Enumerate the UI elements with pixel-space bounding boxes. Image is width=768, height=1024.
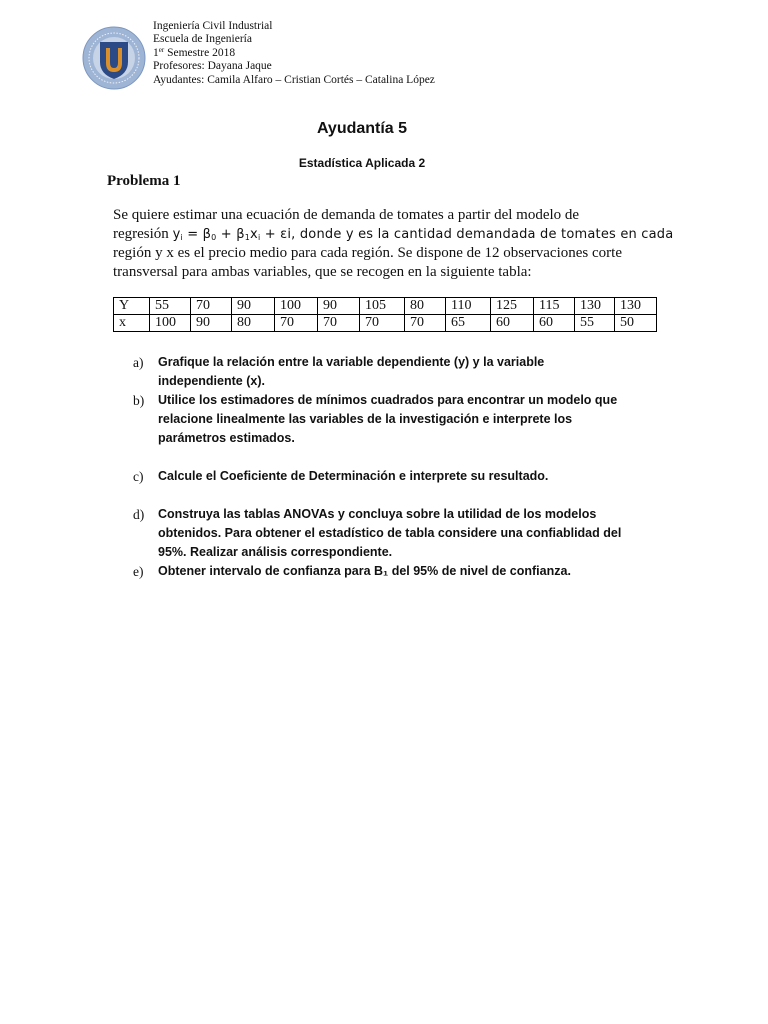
question-letter: b) — [133, 393, 145, 408]
header-school: Escuela de Ingeniería — [153, 33, 252, 46]
table-cell: 130 — [615, 298, 657, 315]
table-cell: 110 — [446, 298, 491, 315]
question-item — [133, 562, 653, 581]
table-cell: 100 — [275, 298, 318, 315]
table-cell: 55 — [575, 315, 615, 332]
question-letter: d) — [133, 507, 145, 522]
table-cell: 90 — [318, 298, 360, 315]
regression-formula: $y_i = \beta_0 + \beta_1x_i + \varepsilon i$, donde y es la cantidad demandada de tomates en cada — [172, 227, 674, 242]
table-cell: 115 — [534, 298, 575, 315]
table-cell: 60 — [534, 315, 575, 332]
question-item — [133, 505, 653, 562]
question-spacer — [133, 486, 653, 505]
question-letter: a) — [133, 355, 144, 370]
question-letter: e) — [133, 564, 144, 579]
question-text-line: Grafique la relación entre la variable dependiente (y) y la variable — [158, 355, 545, 369]
table-cell: 80 — [405, 298, 446, 315]
table-cell: 70 — [275, 315, 318, 332]
document-header — [153, 20, 435, 87]
table-cell: 125 — [491, 298, 534, 315]
problem-title: Problema 1 — [107, 173, 181, 189]
question-text-line: independiente (x). — [158, 374, 265, 388]
table-cell: 60 — [491, 315, 534, 332]
question-letter: c) — [133, 469, 144, 484]
table-cell: 50 — [615, 315, 657, 332]
question-text-line: Obtener intervalo de confianza para B₁ del 95% de nivel de confianza. — [158, 564, 571, 578]
table-cell: 70 — [360, 315, 405, 332]
question-text-line: Calcule el Coeficiente de Determinación e interprete su resultado. — [158, 469, 549, 483]
intro-line-1: Se quiere estimar una ecuación de demanda de tomates a partir del modelo de — [113, 207, 580, 223]
table-cell: 70 — [191, 298, 232, 315]
question-item — [133, 353, 653, 391]
table-cell: 80 — [232, 315, 275, 332]
problem-intro — [113, 206, 693, 282]
header-assistants: Ayudantes: Camila Alfaro – Cristian Cortés – Catalina López — [153, 73, 435, 86]
question-list — [133, 353, 653, 581]
table-cell: 100 — [150, 315, 191, 332]
question-spacer — [133, 448, 653, 467]
question-item — [133, 467, 653, 486]
table-cell: 65 — [446, 315, 491, 332]
table-cell: 90 — [191, 315, 232, 332]
table-cell: 130 — [575, 298, 615, 315]
intro-line-2: regresión $y_i = \beta_0 + \beta_1x_i + \varepsilon i$, donde y es la cantidad demandada de tomates en cada — [113, 226, 674, 242]
university-logo — [82, 26, 146, 90]
data-table — [113, 297, 657, 332]
table-row — [114, 298, 657, 315]
header-semester: 1er Semestre 2018 — [153, 45, 236, 59]
question-item — [133, 391, 653, 448]
question-text-line: relacione linealmente las variables de la investigación e interprete los — [158, 412, 573, 426]
page-subtitle: Estadística Aplicada 2 — [298, 156, 426, 170]
table-cell: 70 — [405, 315, 446, 332]
intro-line-4: transversal para ambas variables, que se recogen en la siguiente tabla: — [113, 264, 532, 280]
table-row — [114, 315, 657, 332]
table-cell: 55 — [150, 298, 191, 315]
question-text-line: Utilice los estimadores de mínimos cuadrados para encontrar un modelo que — [158, 393, 618, 407]
question-text-line: 95%. Realizar análisis correspondiente. — [158, 545, 393, 559]
logo-letter: U — [113, 66, 115, 67]
header-program: Ingeniería Civil Industrial — [153, 20, 273, 32]
question-text-line: parámetros estimados. — [158, 431, 295, 445]
intro-line-3: región y x es el precio medio para cada región. Se dispone de 12 observaciones corte — [113, 245, 622, 261]
table-row-header: x — [114, 315, 150, 332]
table-cell: 105 — [360, 298, 405, 315]
table-row-header: Y — [114, 298, 150, 315]
question-text-line: Construya las tablas ANOVAs y concluya sobre la utilidad de los modelos — [158, 507, 597, 521]
header-professors: Profesores: Dayana Jaque — [153, 60, 272, 73]
page-title: Ayudantía 5 — [316, 120, 408, 137]
table-cell: 90 — [232, 298, 275, 315]
question-text-line: obtenidos. Para obtener el estadístico de tabla considere una confiablidad del — [158, 526, 622, 540]
table-cell: 70 — [318, 315, 360, 332]
